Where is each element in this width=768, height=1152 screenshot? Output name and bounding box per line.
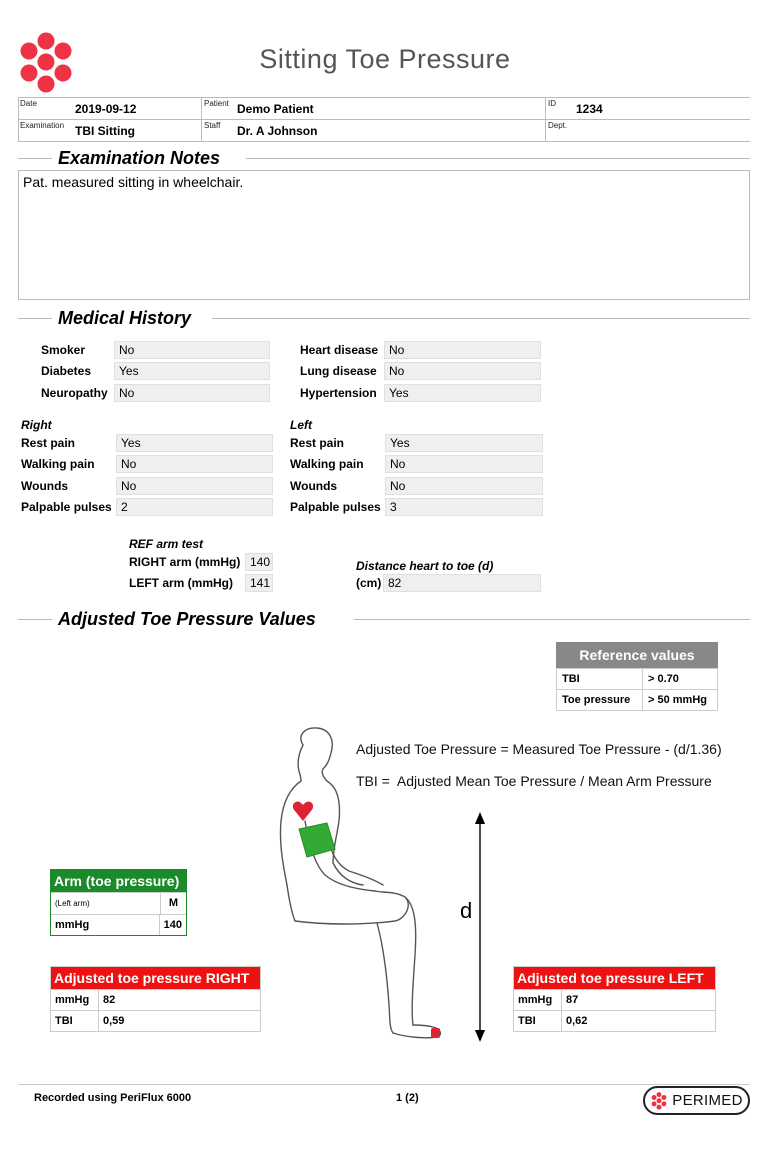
reference-toe-pressure-label: Toe pressure (557, 690, 643, 711)
left-palpable-pulses-field: 3 (385, 498, 543, 516)
footer-divider (18, 1084, 750, 1085)
left-rest-pain-field: Yes (385, 434, 543, 452)
reference-tbi-value: > 0.70 (643, 669, 718, 690)
reference-toe-pressure-value: > 50 mmHg (643, 690, 718, 711)
company-logo-icon (16, 32, 76, 94)
left-rest-pain-label: Rest pain (290, 436, 345, 450)
perimed-logo (643, 1086, 750, 1115)
date-value: 2019-09-12 (75, 102, 137, 116)
heart-disease-label: Heart disease (300, 343, 379, 357)
adjusted-pressure-formula: Adjusted Toe Pressure = Measured Toe Pressure - (d/1.36) (356, 741, 722, 757)
table-row (51, 892, 186, 914)
hypertension-label: Hypertension (300, 386, 377, 400)
medical-history-title: Medical History (52, 308, 197, 329)
table-row (514, 989, 715, 1010)
left-wounds-label: Wounds (290, 479, 338, 493)
right-rest-pain-label: Rest pain (21, 436, 76, 450)
adjusted-right-mmhg-value: 82 (103, 994, 116, 1006)
arm-box-side-value: M (168, 897, 179, 909)
left-wounds-field: No (385, 477, 543, 495)
page-title: Sitting Toe Pressure (259, 44, 511, 74)
left-arm-field: 141 (245, 574, 273, 592)
table-row (557, 690, 718, 711)
table-row (51, 1010, 260, 1031)
page-number: 1 (2) (396, 1092, 419, 1104)
adjusted-left-header: Adjusted toe pressure LEFT (514, 967, 715, 989)
right-wounds-label: Wounds (21, 479, 69, 493)
sitting-person-illustration-icon (265, 725, 455, 1045)
table-row (51, 914, 186, 935)
examination-value: TBI Sitting (75, 124, 135, 138)
reference-values-table (556, 642, 718, 711)
adjusted-values-section (18, 609, 750, 629)
neuropathy-label: Neuropathy (41, 386, 108, 400)
distance-unit-label: (cm) (356, 576, 382, 590)
lung-disease-field: No (384, 362, 541, 380)
patient-label: Patient (204, 99, 229, 108)
arm-box-header: Arm (toe pressure) (51, 870, 186, 892)
adjusted-left-tbi-value: 0,62 (566, 1015, 588, 1027)
recorded-using-text: Recorded using PeriFlux 6000 (34, 1092, 192, 1104)
medical-history-section (18, 308, 750, 328)
adjusted-right-box (50, 966, 261, 1032)
distance-arrow-icon (472, 812, 488, 1042)
arm-box-side-label: (Left arm) (51, 893, 161, 914)
examination-notes-text: Pat. measured sitting in wheelchair. (18, 170, 750, 300)
smoker-label: Smoker (41, 343, 86, 357)
examination-label: Examination (20, 121, 65, 130)
distance-heading: Distance heart to toe (d) (356, 559, 494, 573)
adjusted-right-tbi-value: 0,59 (103, 1015, 125, 1027)
lung-disease-label: Lung disease (300, 364, 377, 378)
right-arm-field: 140 (245, 553, 273, 571)
reference-tbi-label: TBI (557, 669, 643, 690)
left-heading: Left (290, 418, 312, 432)
right-walking-pain-field: No (116, 455, 273, 473)
reference-values-header: Reference values (556, 642, 718, 668)
perimed-logo-icon (650, 1092, 668, 1110)
left-arm-label: LEFT arm (mmHg) (129, 576, 234, 590)
distance-d-label: d (460, 898, 473, 923)
date-label: Date (20, 99, 37, 108)
id-label: ID (548, 99, 556, 108)
adjusted-left-tbi-label: TBI (514, 1011, 562, 1031)
examination-notes-title: Examination Notes (52, 148, 226, 169)
right-arm-label: RIGHT arm (mmHg) (129, 555, 241, 569)
examination-notes-section (18, 148, 750, 168)
table-row (51, 989, 260, 1010)
right-wounds-field: No (116, 477, 273, 495)
patient-value: Demo Patient (237, 102, 314, 116)
arm-toe-pressure-box (50, 869, 187, 936)
dept-label: Dept. (548, 121, 568, 130)
tbi-formula: TBI = Adjusted Mean Toe Pressure / Mean Arm Pressure (356, 773, 712, 789)
adjusted-right-tbi-label: TBI (51, 1011, 99, 1031)
adjusted-left-mmhg-label: mmHg (514, 990, 562, 1010)
adjusted-values-title: Adjusted Toe Pressure Values (52, 609, 322, 630)
ref-arm-heading: REF arm test (129, 537, 204, 551)
left-walking-pain-label: Walking pain (290, 457, 364, 471)
right-walking-pain-label: Walking pain (21, 457, 95, 471)
adjusted-left-mmhg-value: 87 (566, 994, 579, 1006)
id-value: 1234 (576, 102, 603, 116)
left-palpable-pulses-label: Palpable pulses (290, 500, 381, 514)
neuropathy-field: No (114, 384, 270, 402)
smoker-field: No (114, 341, 270, 359)
adjusted-left-box (513, 966, 716, 1032)
left-walking-pain-field: No (385, 455, 543, 473)
staff-label: Staff (204, 121, 221, 130)
arm-box-unit-label: mmHg (51, 915, 160, 935)
right-palpable-pulses-label: Palpable pulses (21, 500, 112, 514)
diabetes-label: Diabetes (41, 364, 92, 378)
heart-disease-field: No (384, 341, 541, 359)
adjusted-right-mmhg-label: mmHg (51, 990, 99, 1010)
perimed-brand-text: PERIMED (672, 1092, 743, 1109)
right-rest-pain-field: Yes (116, 434, 273, 452)
adjusted-right-header: Adjusted toe pressure RIGHT (51, 967, 260, 989)
staff-value: Dr. A Johnson (237, 124, 318, 138)
table-row (557, 669, 718, 690)
right-heading: Right (21, 418, 52, 432)
right-palpable-pulses-field: 2 (116, 498, 273, 516)
diabetes-field: Yes (114, 362, 270, 380)
distance-field: 82 (383, 574, 541, 592)
arm-box-unit-value: 140 (163, 919, 182, 931)
hypertension-field: Yes (384, 384, 541, 402)
table-row (514, 1010, 715, 1031)
